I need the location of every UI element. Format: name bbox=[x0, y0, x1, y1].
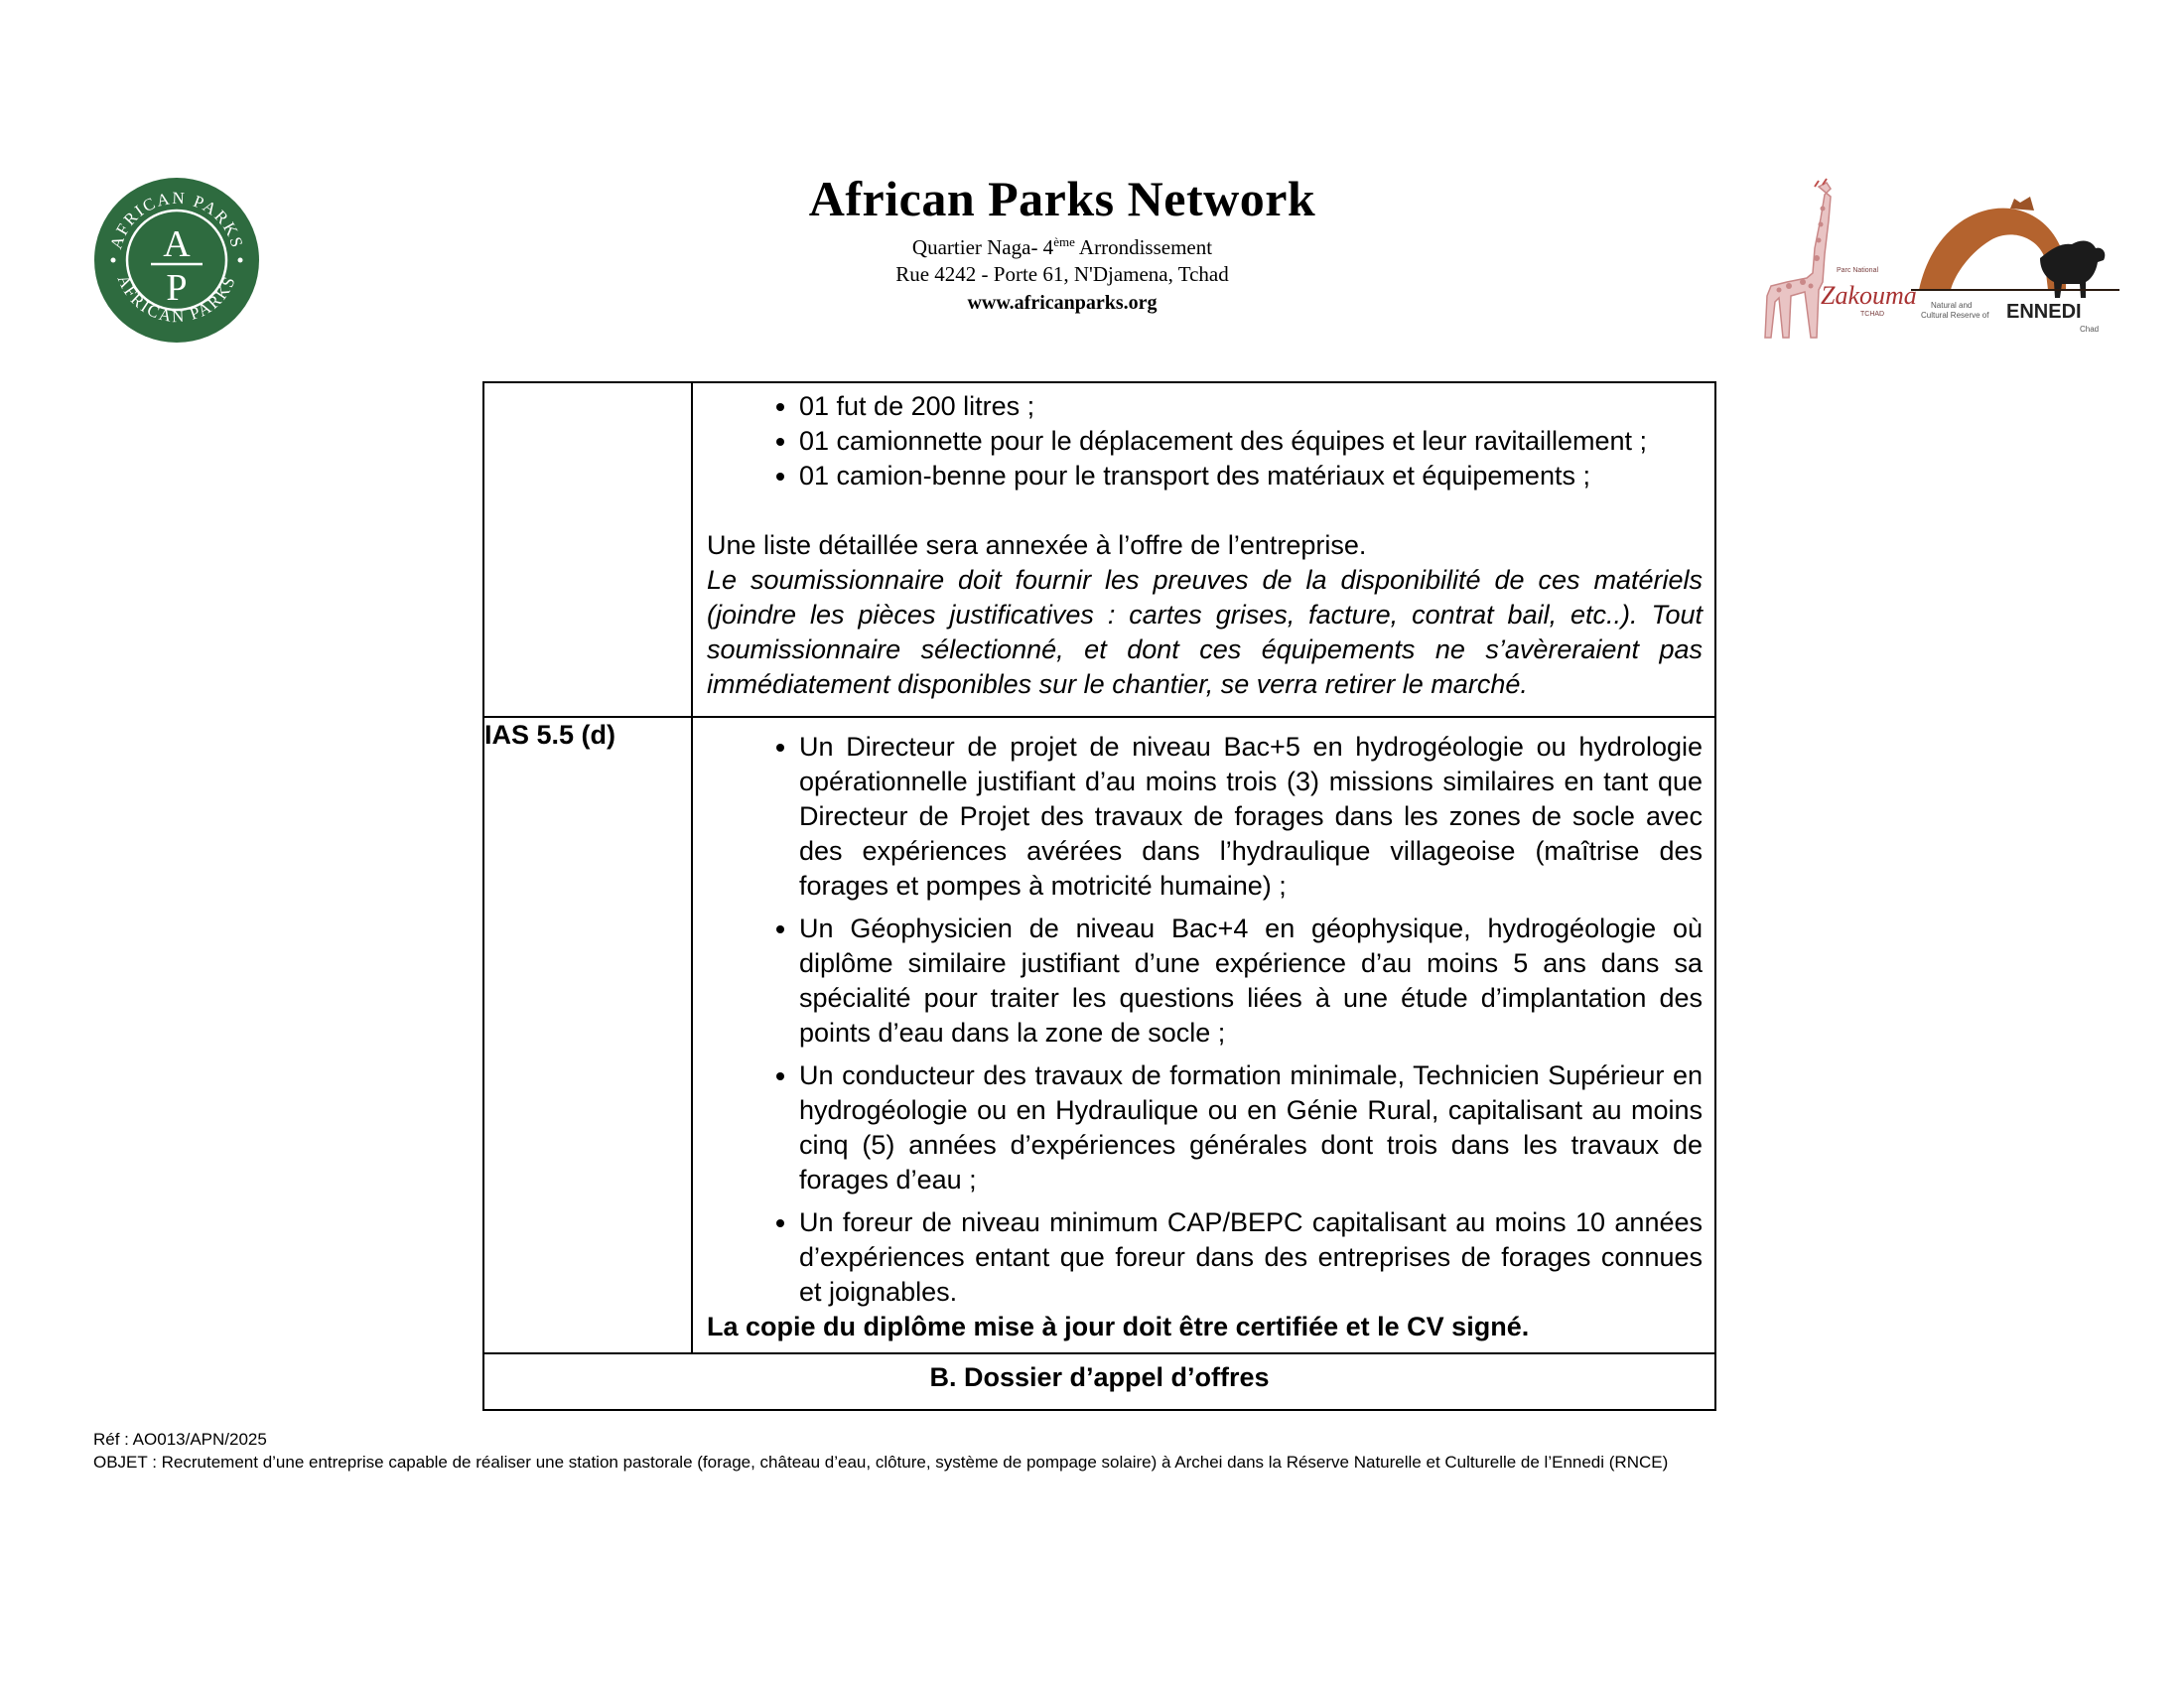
table-row bbox=[483, 717, 1715, 1353]
african-parks-logo bbox=[93, 177, 260, 344]
personnel-cell bbox=[692, 717, 1715, 1353]
letterhead bbox=[0, 0, 2184, 377]
zakouma-logo bbox=[1749, 179, 1917, 343]
list-item: • 01 camionnette pour le déplacement des équipes et leur ravitaillement ; bbox=[799, 424, 1703, 459]
svg-text:ENNEDI: ENNEDI bbox=[2006, 301, 2082, 323]
list-item: • Un conducteur des travaux de formation minimale, Technicien Supérieur en hydrogéologie ou en Hydraulique ou en Génie Rural, capitalisant au moins cinq (5) années d’expériences générales dont trois dans les travaux de forages d’eau ; bbox=[799, 1058, 1703, 1197]
address-line-1: Quartier Naga- 4ème Arrondissement bbox=[911, 234, 1213, 259]
criteria-table bbox=[482, 381, 1716, 1411]
annex-note: Une liste détaillée sera annexée à l’offre de l’entreprise. bbox=[707, 530, 1367, 560]
svg-text:TCHAD: TCHAD bbox=[1860, 311, 1885, 318]
svg-text:A: A bbox=[163, 223, 191, 265]
diploma-note: La copie du diplôme mise à jour doit être certifiée et le CV signé. bbox=[707, 1312, 1530, 1341]
svg-text:AFRICAN PARKS: AFRICAN PARKS bbox=[113, 272, 240, 327]
ias-label: IAS 5.5 (d) bbox=[483, 717, 692, 1353]
page-footer bbox=[93, 1428, 1668, 1474]
svg-text:AFRICAN PARKS: AFRICAN PARKS bbox=[106, 188, 247, 251]
svg-text:Natural and: Natural and bbox=[1931, 301, 1973, 310]
personnel-list bbox=[707, 730, 1703, 1310]
reference: Réf : AO013/APN/2025 bbox=[93, 1430, 267, 1449]
equipment-list bbox=[707, 389, 1703, 493]
address-line-2: Rue 4242 - Porte 61, N'Djamena, Tchad bbox=[895, 262, 1229, 286]
list-item: • Un Géophysicien de niveau Bac+4 en géophysique, hydrogéologie où diplôme similaire justifiant d’une expérience d’au moins 5 ans dans sa spécialité pour traiter les questions liées à une étude d’implantation des points d’eau dans la zone de socle ; bbox=[799, 912, 1703, 1051]
organization-block bbox=[695, 169, 1430, 318]
list-item: • Un foreur de niveau minimum CAP/BEPC capitalisant au moins 10 années d’expériences entant que foreur dans des entreprises de forages connues et joignables. bbox=[799, 1205, 1703, 1310]
table-row bbox=[483, 382, 1715, 717]
svg-text:Chad: Chad bbox=[2080, 325, 2100, 334]
svg-text:Cultural Reserve of: Cultural Reserve of bbox=[1921, 311, 1989, 320]
list-item: • Un Directeur de projet de niveau Bac+5 en hydrogéologie ou hydrologie opérationnelle justifiant d’au moins trois (3) missions similaires en tant que Directeur de Projet des travaux de forages dans les zones de socle avec des expériences avérées dans l’hydraulique villageoise (maîtrise des forages et pompes à motricité humaine) ; bbox=[799, 730, 1703, 904]
object-line: OBJET : Recrutement d’une entreprise capable de réaliser une station pastorale (forage, château d’eau, clôture, système de pompage solaire) à Archei dans la Réserve Naturelle et Culturelle de l’Ennedi (RNCE) bbox=[93, 1453, 1669, 1472]
list-item: • 01 fut de 200 litres ; bbox=[799, 389, 1703, 424]
list-item: • 01 camion-benne pour le transport des matériaux et équipements ; bbox=[799, 459, 1703, 493]
ennedi-logo bbox=[1911, 195, 2119, 344]
empty-label-cell bbox=[483, 382, 692, 717]
website: www.africanparks.org bbox=[967, 292, 1158, 314]
org-name: African Parks Network bbox=[808, 171, 1316, 226]
svg-text:Zakouma: Zakouma bbox=[1821, 281, 1917, 310]
table-row bbox=[483, 1353, 1715, 1410]
equipment-cell bbox=[692, 382, 1715, 717]
svg-text:P: P bbox=[166, 267, 188, 309]
proof-requirement: Le soumissionnaire doit fournir les preuves de la disponibilité de ces matériels (joindre les pièces justificatives : cartes grises, facture, contrat bail, etc..). Tout soumissionnaire sélectionné, et dont ces équipements ne s’avèreraient pas immédiatement disponibles sur le chantier, se verra retirer le marché. bbox=[707, 565, 1703, 699]
section-heading: B. Dossier d’appel d’offres bbox=[483, 1353, 1715, 1410]
svg-text:Parc National: Parc National bbox=[1837, 267, 1879, 274]
